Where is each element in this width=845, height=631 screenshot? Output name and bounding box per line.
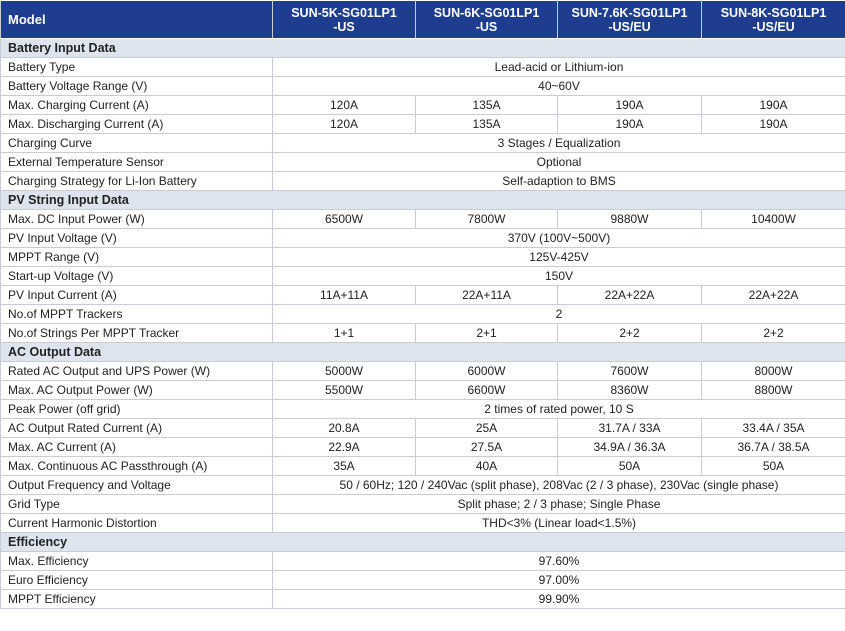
table-row bbox=[1, 324, 845, 343]
row-value: 11A+11A bbox=[273, 286, 416, 305]
row-label: Euro Efficiency bbox=[1, 571, 273, 590]
model-column-header bbox=[558, 1, 702, 39]
row-value-shared: 99.90% bbox=[273, 590, 845, 609]
model-column-header bbox=[416, 1, 558, 39]
row-label: Output Frequency and Voltage bbox=[1, 476, 273, 495]
row-value: 40A bbox=[416, 457, 558, 476]
row-value: 31.7A / 33A bbox=[558, 419, 702, 438]
row-value: 22.9A bbox=[273, 438, 416, 457]
table-row bbox=[1, 419, 845, 438]
row-value: 50A bbox=[558, 457, 702, 476]
section-title: Battery Input Data bbox=[1, 39, 845, 58]
row-value: 1+1 bbox=[273, 324, 416, 343]
table-row bbox=[1, 153, 845, 172]
table-row bbox=[1, 96, 845, 115]
table-row bbox=[1, 248, 845, 267]
row-value-shared: 2 bbox=[273, 305, 845, 324]
row-value-shared: Lead-acid or Lithium-ion bbox=[273, 58, 845, 77]
section-header-row bbox=[1, 533, 845, 552]
row-label: Max. AC Output Power (W) bbox=[1, 381, 273, 400]
row-label: Max. AC Current (A) bbox=[1, 438, 273, 457]
row-label: Max. Continuous AC Passthrough (A) bbox=[1, 457, 273, 476]
row-value: 8800W bbox=[702, 381, 845, 400]
row-label: MPPT Efficiency bbox=[1, 590, 273, 609]
row-value: 27.5A bbox=[416, 438, 558, 457]
section-header-row bbox=[1, 343, 845, 362]
row-label: Battery Voltage Range (V) bbox=[1, 77, 273, 96]
row-value: 190A bbox=[558, 115, 702, 134]
row-value: 5500W bbox=[273, 381, 416, 400]
row-value: 8360W bbox=[558, 381, 702, 400]
row-value: 5000W bbox=[273, 362, 416, 381]
row-value-shared: Optional bbox=[273, 153, 845, 172]
row-value: 6000W bbox=[416, 362, 558, 381]
spec-table-head bbox=[1, 1, 845, 39]
row-value: 10400W bbox=[702, 210, 845, 229]
table-row bbox=[1, 400, 845, 419]
row-label: Grid Type bbox=[1, 495, 273, 514]
row-value-shared: 125V-425V bbox=[273, 248, 845, 267]
section-header-row bbox=[1, 39, 845, 58]
row-label: No.of MPPT Trackers bbox=[1, 305, 273, 324]
row-label: Battery Type bbox=[1, 58, 273, 77]
section-title: Efficiency bbox=[1, 533, 845, 552]
row-label: No.of Strings Per MPPT Tracker bbox=[1, 324, 273, 343]
model-name: SUN-5K-SG01LP1 -US bbox=[291, 5, 397, 34]
row-value: 36.7A / 38.5A bbox=[702, 438, 845, 457]
row-value: 190A bbox=[702, 115, 845, 134]
table-row bbox=[1, 362, 845, 381]
table-row bbox=[1, 115, 845, 134]
row-label: Current Harmonic Distortion bbox=[1, 514, 273, 533]
row-value: 9880W bbox=[558, 210, 702, 229]
row-label: External Temperature Sensor bbox=[1, 153, 273, 172]
row-label: Max. DC Input Power (W) bbox=[1, 210, 273, 229]
row-value-shared: THD<3% (Linear load<1.5%) bbox=[273, 514, 845, 533]
row-label: PV Input Voltage (V) bbox=[1, 229, 273, 248]
row-value: 22A+11A bbox=[416, 286, 558, 305]
table-row bbox=[1, 229, 845, 248]
row-label: MPPT Range (V) bbox=[1, 248, 273, 267]
model-column-header bbox=[702, 1, 845, 39]
table-row bbox=[1, 210, 845, 229]
table-row bbox=[1, 286, 845, 305]
row-value-shared: 97.60% bbox=[273, 552, 845, 571]
table-row bbox=[1, 305, 845, 324]
table-row bbox=[1, 495, 845, 514]
model-name: SUN-8K-SG01LP1 -US/EU bbox=[720, 5, 827, 34]
row-value-shared: 97.00% bbox=[273, 571, 845, 590]
model-header: Model bbox=[1, 1, 273, 39]
model-name: SUN-7.6K-SG01LP1 -US/EU bbox=[571, 5, 688, 34]
row-value: 190A bbox=[702, 96, 845, 115]
table-row bbox=[1, 514, 845, 533]
row-label: PV Input Current (A) bbox=[1, 286, 273, 305]
table-row bbox=[1, 172, 845, 191]
table-row bbox=[1, 267, 845, 286]
table-row bbox=[1, 590, 845, 609]
row-value: 135A bbox=[416, 115, 558, 134]
row-value: 7800W bbox=[416, 210, 558, 229]
row-value-shared: 3 Stages / Equalization bbox=[273, 134, 845, 153]
table-row bbox=[1, 77, 845, 96]
section-title: AC Output Data bbox=[1, 343, 845, 362]
row-label: Rated AC Output and UPS Power (W) bbox=[1, 362, 273, 381]
section-title: PV String Input Data bbox=[1, 191, 845, 210]
row-value-shared: 40~60V bbox=[273, 77, 845, 96]
row-value: 22A+22A bbox=[702, 286, 845, 305]
row-label: Peak Power (off grid) bbox=[1, 400, 273, 419]
row-value-shared: 150V bbox=[273, 267, 845, 286]
table-row bbox=[1, 571, 845, 590]
row-label: Max. Efficiency bbox=[1, 552, 273, 571]
row-label: Max. Discharging Current (A) bbox=[1, 115, 273, 134]
row-value: 6500W bbox=[273, 210, 416, 229]
table-row bbox=[1, 438, 845, 457]
table-row bbox=[1, 381, 845, 400]
row-value: 8000W bbox=[702, 362, 845, 381]
row-value-shared: 370V (100V~500V) bbox=[273, 229, 845, 248]
table-row bbox=[1, 552, 845, 571]
row-value: 35A bbox=[273, 457, 416, 476]
row-value: 7600W bbox=[558, 362, 702, 381]
row-value-shared: 50 / 60Hz; 120 / 240Vac (split phase), 208Vac (2 / 3 phase), 230Vac (single phase) bbox=[273, 476, 845, 495]
row-label: Charging Strategy for Li-Ion Battery bbox=[1, 172, 273, 191]
row-value: 22A+22A bbox=[558, 286, 702, 305]
row-value: 2+2 bbox=[702, 324, 845, 343]
row-value: 2+2 bbox=[558, 324, 702, 343]
row-label: AC Output Rated Current (A) bbox=[1, 419, 273, 438]
row-value-shared: 2 times of rated power, 10 S bbox=[273, 400, 845, 419]
row-value: 6600W bbox=[416, 381, 558, 400]
row-value: 135A bbox=[416, 96, 558, 115]
row-value-shared: Self-adaption to BMS bbox=[273, 172, 845, 191]
row-label: Start-up Voltage (V) bbox=[1, 267, 273, 286]
row-value: 25A bbox=[416, 419, 558, 438]
row-value: 50A bbox=[702, 457, 845, 476]
spec-table-body bbox=[1, 39, 845, 609]
row-value: 2+1 bbox=[416, 324, 558, 343]
row-value: 34.9A / 36.3A bbox=[558, 438, 702, 457]
row-value: 190A bbox=[558, 96, 702, 115]
row-label: Charging Curve bbox=[1, 134, 273, 153]
table-row bbox=[1, 476, 845, 495]
row-label: Max. Charging Current (A) bbox=[1, 96, 273, 115]
row-value: 33.4A / 35A bbox=[702, 419, 845, 438]
model-name: SUN-6K-SG01LP1 -US bbox=[433, 5, 540, 34]
row-value: 120A bbox=[273, 96, 416, 115]
row-value: 20.8A bbox=[273, 419, 416, 438]
model-column-header bbox=[273, 1, 416, 39]
table-row bbox=[1, 58, 845, 77]
header-row bbox=[1, 1, 845, 39]
table-row bbox=[1, 457, 845, 476]
row-value-shared: Split phase; 2 / 3 phase; Single Phase bbox=[273, 495, 845, 514]
section-header-row bbox=[1, 191, 845, 210]
row-value: 120A bbox=[273, 115, 416, 134]
table-row bbox=[1, 134, 845, 153]
